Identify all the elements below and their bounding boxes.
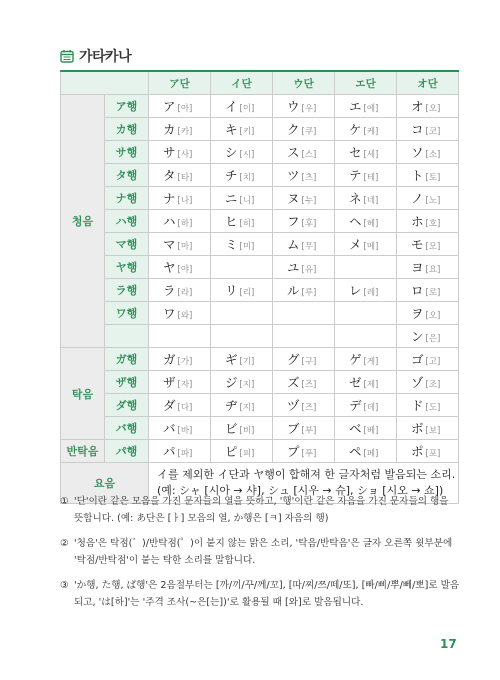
kana-cell [149,164,211,187]
row-label: ダ행 [105,394,149,417]
kana-reading: [지] [239,380,255,390]
kana-reading: [나] [177,196,193,206]
kana-cell [149,371,211,394]
kana-char: ギ [225,352,238,367]
page-number: 17 [440,637,457,651]
header-corner [61,71,149,95]
row-label: ザ행 [105,371,149,394]
table-row [61,95,459,118]
table-row [61,394,459,417]
kana-reading: [스] [301,150,317,160]
kana-cell [335,440,397,463]
kana-char: ゲ [349,352,362,367]
kana-cell [149,210,211,233]
kana-cell [149,348,211,371]
kana-reading: [히] [239,219,255,229]
kana-cell [335,187,397,210]
row-label: マ행 [105,233,149,256]
kana-char: ナ [163,191,176,206]
kana-char: ク [287,122,300,137]
kana-cell [335,302,397,325]
kana-reading: [니] [239,196,255,206]
kana-char: シ [225,145,238,160]
row-label: タ행 [105,164,149,187]
kana-reading: [오] [425,104,441,114]
kana-cell [397,164,459,187]
note-text: '청음'은 탁점(゛)/반탁점(゜)이 붙지 않는 맑은 소리, '탁음/반탁음'은 글자 오른쪽 윗부분에 '탁점/반탁점'이 붙는 탁한 소리를 말합니다. [74,538,453,566]
kana-char: ポ [411,444,424,459]
kana-cell [335,233,397,256]
kana-char: プ [287,444,300,459]
kana-cell [211,417,273,440]
kana-char: ス [287,145,300,160]
kana-cell [397,233,459,256]
kana-reading: [지] [239,403,255,413]
kana-reading: [카] [177,127,193,137]
kana-reading: [제] [363,380,379,390]
yoeum-example: (예: シャ [시아 → 샤], シュ [시우 → 슈], ショ [시오 → 쇼]) [157,484,444,497]
kana-cell [211,325,273,348]
kana-cell [397,371,459,394]
katakana-table [60,70,459,504]
kana-char: ソ [411,145,424,160]
kana-reading: [보] [425,426,441,436]
kana-reading: [푸] [301,449,317,459]
row-label: ヤ행 [105,256,149,279]
kana-reading: [리] [239,288,255,298]
kana-reading: [자] [177,380,193,390]
kana-cell [149,256,211,279]
kana-char: ミ [225,237,238,252]
column-header: エ단 [335,71,397,95]
kana-cell [273,417,335,440]
kana-reading: [모] [425,242,441,252]
kana-cell [149,440,211,463]
kana-reading: [오] [425,311,441,321]
kana-char: ゾ [411,375,424,390]
table-row [61,210,459,233]
note-number: ③ [60,580,69,591]
kana-reading: [루] [301,288,317,298]
kana-cell [335,325,397,348]
kana-cell [273,118,335,141]
kana-char: マ [163,237,176,252]
kana-char: ロ [411,283,424,298]
kana-cell [211,348,273,371]
kana-char: カ [163,122,176,137]
kana-reading: [후] [301,219,317,229]
table-row [61,187,459,210]
row-label: ラ행 [105,279,149,302]
kana-cell [211,164,273,187]
kana-cell [397,302,459,325]
kana-char: ガ [163,352,176,367]
category-label: 요음 [61,463,149,504]
kana-reading: [키] [239,127,255,137]
kana-cell [273,95,335,118]
kana-cell [211,371,273,394]
kana-reading: [게] [363,357,379,367]
kana-char: ヤ [163,260,176,275]
kana-cell [149,187,211,210]
note-number: ① [60,496,69,507]
kana-cell [397,256,459,279]
kana-reading: [와] [177,311,193,321]
kana-reading: [사] [177,150,193,160]
kana-reading: [소] [425,150,441,160]
table-row [61,164,459,187]
kana-reading: [미] [239,242,255,252]
kana-reading: [이] [239,104,255,114]
kana-reading: [마] [177,242,193,252]
kana-char: ピ [225,444,238,459]
kana-char: ボ [411,421,424,436]
kana-char: ニ [225,191,238,206]
kana-reading: [즈] [301,380,317,390]
kana-cell [335,256,397,279]
kana-reading: [다] [177,403,193,413]
note-text: 'か행, た행, ぱ행'은 2음절부터는 [까/끼/꾸/께/꼬], [따/찌/쯔/떼/또], [빠/삐/뿌/뻬/뽀]로 발음되고, 'は[하]'는 '주격 조사(~은[는])'로 활용될 때 [와]로 발음됩니다. [74,580,460,608]
kana-char: ゼ [349,375,362,390]
kana-char: ビ [225,421,238,436]
kana-char: ヅ [287,398,300,413]
kana-char: ブ [287,421,300,436]
kana-char: ヂ [225,398,238,413]
kana-char: サ [163,145,176,160]
section-title [60,46,131,66]
table-row [61,417,459,440]
kana-reading: [바] [177,426,193,436]
table-row [61,302,459,325]
kana-cell [335,394,397,417]
kana-cell [335,279,397,302]
kana-char: ハ [163,214,176,229]
kana-cell [211,141,273,164]
kana-reading: [쿠] [301,127,317,137]
kana-reading: [레] [363,288,379,298]
kana-cell [335,210,397,233]
kana-char: ヨ [411,260,424,275]
kana-cell [149,394,211,417]
kana-char: ヘ [349,214,362,229]
kana-char: チ [225,168,238,183]
kana-reading: [야] [177,265,193,275]
kana-char: ム [287,237,300,252]
kana-char: ヌ [287,191,300,206]
kana-char: ケ [349,122,362,137]
kana-char: ズ [287,375,300,390]
kana-cell [273,302,335,325]
table-row [61,233,459,256]
kana-char: タ [163,168,176,183]
kana-reading: [즈] [301,403,317,413]
row-label: ワ행 [105,302,149,325]
kana-cell [149,302,211,325]
kana-cell [211,233,273,256]
kana-reading: [은] [425,334,441,344]
kana-char: ユ [287,260,300,275]
kana-reading: [페] [363,449,379,459]
kana-cell [397,440,459,463]
kana-reading: [하] [177,219,193,229]
kana-cell [397,325,459,348]
kana-cell [397,417,459,440]
kana-reading: [누] [301,196,317,206]
kana-char: ゴ [411,352,424,367]
kana-char: ア [163,99,176,114]
kana-cell [273,210,335,233]
kana-cell [273,371,335,394]
kana-cell [397,348,459,371]
kana-cell [273,141,335,164]
row-label: ア행 [105,95,149,118]
kana-reading: [유] [301,265,317,275]
kana-reading: [츠] [301,173,317,183]
kana-char: フ [287,214,300,229]
category-label: 탁음 [61,348,105,440]
kana-char: ル [287,283,300,298]
kana-char: ペ [349,444,362,459]
kana-char: ジ [225,375,238,390]
kana-cell [211,187,273,210]
note-item [60,577,460,611]
row-label: バ행 [105,417,149,440]
kana-cell [335,164,397,187]
kana-reading: [호] [425,219,441,229]
kana-cell [211,95,273,118]
column-header: オ단 [397,71,459,95]
kana-reading: [세] [363,150,379,160]
kana-cell [273,348,335,371]
kana-char: オ [411,99,424,114]
kana-cell [149,118,211,141]
kana-char: ホ [411,214,424,229]
kana-cell [149,233,211,256]
kana-cell [335,118,397,141]
table-row [61,279,459,302]
kana-char: ラ [163,283,176,298]
kana-char: ダ [163,398,176,413]
kana-char: ン [411,329,424,344]
column-header: ア단 [149,71,211,95]
kana-cell [211,279,273,302]
note-item [60,493,460,527]
kana-cell [273,233,335,256]
table-row [61,371,459,394]
kana-char: エ [349,99,362,114]
kana-reading: [베] [363,426,379,436]
kana-reading: [헤] [363,219,379,229]
table-row [61,440,459,463]
row-label: パ행 [105,440,149,463]
kana-char: バ [163,421,176,436]
kana-cell [335,371,397,394]
kana-cell [211,256,273,279]
kana-reading: [파] [177,449,193,459]
kana-reading: [무] [301,242,317,252]
row-label: ナ행 [105,187,149,210]
table-row [61,256,459,279]
kana-cell [273,394,335,417]
header-row [61,71,459,95]
kana-cell [273,256,335,279]
kana-reading: [네] [363,196,379,206]
kana-reading: [우] [301,104,317,114]
kana-cell [211,394,273,417]
kana-char: リ [225,283,238,298]
table-row [61,348,459,371]
kana-cell [211,302,273,325]
kana-reading: [노] [425,196,441,206]
kana-cell [149,141,211,164]
kana-char: イ [225,99,238,114]
column-header: イ단 [211,71,273,95]
kana-char: ワ [163,306,176,321]
category-label: 반탁음 [61,440,105,463]
row-label: サ행 [105,141,149,164]
kana-char: メ [349,237,362,252]
kana-reading: [토] [425,173,441,183]
column-header: ウ단 [273,71,335,95]
kana-cell [397,394,459,417]
kana-cell [335,141,397,164]
table-row [61,141,459,164]
kana-reading: [메] [363,242,379,252]
kana-char: ベ [349,421,362,436]
kana-cell [273,164,335,187]
kana-char: レ [349,283,362,298]
kana-reading: [비] [239,426,255,436]
kana-char: パ [163,444,176,459]
kana-char: キ [225,122,238,137]
kana-cell [211,440,273,463]
kana-reading: [에] [363,104,379,114]
kana-char: コ [411,122,424,137]
kana-cell [149,95,211,118]
table-row [61,118,459,141]
kana-cell [273,279,335,302]
kana-reading: [코] [425,127,441,137]
kana-cell [149,417,211,440]
kana-reading: [로] [425,288,441,298]
kana-reading: [고] [425,357,441,367]
kana-reading: [구] [301,357,317,367]
kana-char: デ [349,398,362,413]
kana-cell [335,417,397,440]
kana-cell [397,141,459,164]
calendar-icon [60,49,74,63]
kana-cell [397,210,459,233]
kana-char: セ [349,145,362,160]
kana-cell [397,95,459,118]
page-title: 가타카나 [79,49,132,65]
kana-char: ヲ [411,306,424,321]
kana-reading: [아] [177,104,193,114]
kana-cell [273,187,335,210]
kana-char: ウ [287,99,300,114]
kana-cell [211,118,273,141]
kana-char: ド [411,398,424,413]
kana-cell [397,187,459,210]
category-label: 청음 [61,95,105,348]
kana-char: ザ [163,375,176,390]
kana-cell [335,95,397,118]
kana-reading: [가] [177,357,193,367]
note-item [60,535,460,569]
kana-char: ネ [349,191,362,206]
kana-reading: [라] [177,288,193,298]
kana-char: ト [411,168,424,183]
row-label: カ행 [105,118,149,141]
kana-reading: [케] [363,127,379,137]
kana-cell [211,210,273,233]
kana-char: ヒ [225,214,238,229]
row-label [105,325,149,348]
kana-cell [149,325,211,348]
kana-reading: [부] [301,426,317,436]
kana-reading: [기] [239,357,255,367]
kana-reading: [포] [425,449,441,459]
kana-char: グ [287,352,300,367]
kana-reading: [타] [177,173,193,183]
notes [60,493,460,619]
kana-reading: [도] [425,403,441,413]
kana-char: ノ [411,191,424,206]
kana-reading: [피] [239,449,255,459]
kana-cell [149,279,211,302]
kana-reading: [시] [239,150,255,160]
kana-cell [273,325,335,348]
kana-char: テ [349,168,362,183]
kana-cell [335,348,397,371]
row-label: ガ행 [105,348,149,371]
note-text: '단'이란 같은 모음을 가진 문자들의 열을 뜻하고, '행'이란 같은 자음을 가진 문자들의 행을 뜻합니다. (예: あ단은 [ㅏ] 모음의 열, か행은 [ㅋ] 자음의 행) [74,496,449,524]
kana-reading: [요] [425,265,441,275]
kana-cell [273,440,335,463]
row-label: ハ행 [105,210,149,233]
kana-char: ツ [287,168,300,183]
table-row [61,325,459,348]
kana-reading: [데] [363,403,379,413]
kana-reading: [치] [239,173,255,183]
kana-cell [397,279,459,302]
kana-char: モ [411,237,424,252]
kana-cell [397,118,459,141]
kana-reading: [테] [363,173,379,183]
kana-reading: [조] [425,380,441,390]
yoeum-line: イ를 제외한 イ단과 ヤ행이 합해져 한 글자처럼 발음되는 소리. [157,468,456,481]
note-number: ② [60,538,69,549]
